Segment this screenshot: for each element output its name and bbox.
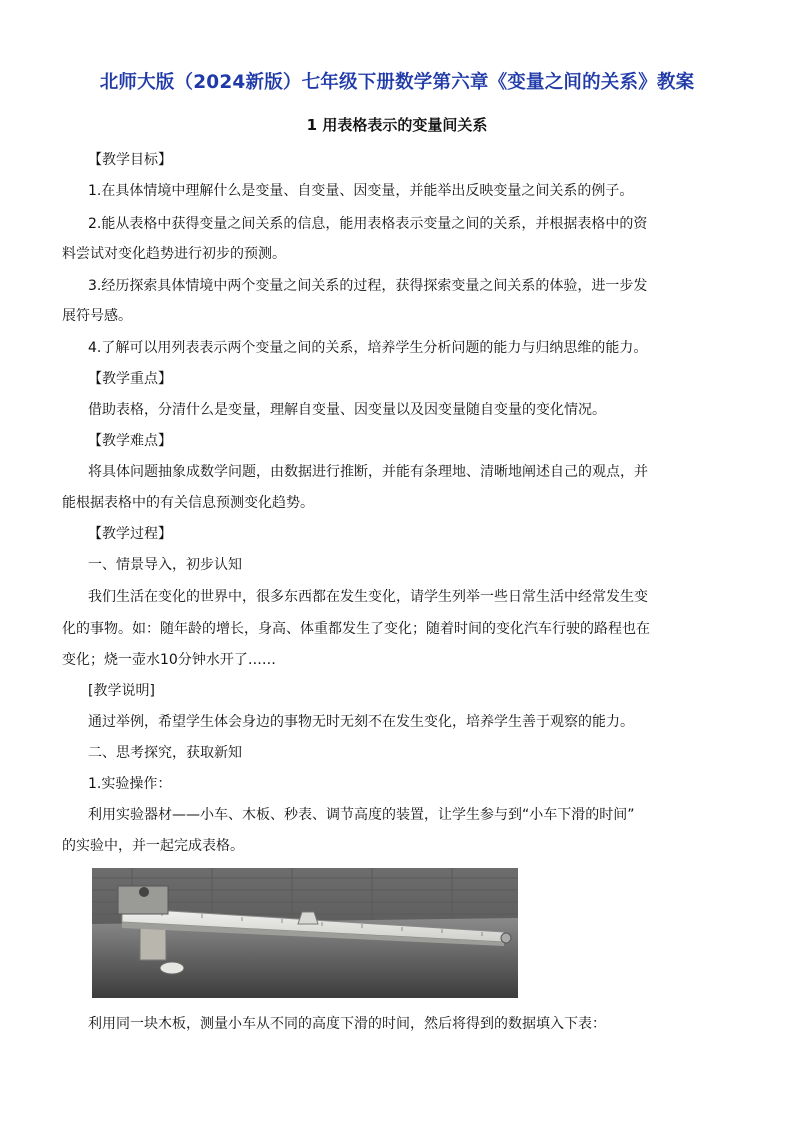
experiment-heading: 1.实验操作： — [88, 776, 172, 792]
section-1-heading: 一、情景导入，初步认知 — [88, 557, 242, 573]
document-title: 北师大版（2024新版）七年级下册数学第六章《变量之间的关系》教案 — [99, 72, 695, 93]
intro-line-1: 我们生活在变化的世界中，很多东西都在发生变化，请学生列举一些日常生活中经常发生变 — [88, 589, 648, 605]
objective-3-line-1: 3.经历探索具体情境中两个变量之间关系的过程，获得探索变量之间关系的体验，进一步发 — [88, 278, 648, 294]
intro-line-3: 变化；烧一壶水10分钟水开了…… — [62, 652, 276, 668]
objective-2-line-1: 2.能从表格中获得变量之间关系的信息，能用表格表示变量之间的关系，并根据表格中的资 — [88, 216, 648, 232]
difficulties-line-1: 将具体问题抽象成数学问题，由数据进行推断，并能有条理地、清晰地阐述自己的观点，并 — [88, 464, 648, 480]
experiment-line-2: 的实验中，并一起完成表格。 — [62, 838, 244, 854]
section-2-heading: 二、思考探究，获取新知 — [88, 745, 242, 761]
key-points-text: 借助表格，分清什么是变量，理解自变量、因变量以及因变量随自变量的变化情况。 — [88, 402, 606, 418]
objective-2-line-2: 料尝试对变化趋势进行初步的预测。 — [62, 246, 286, 262]
intro-line-2: 化的事物。如：随年龄的增长，身高、体重都发生了变化；随着时间的变化汽车行驶的路程也在 — [62, 621, 650, 637]
process-heading: 【教学过程】 — [88, 526, 172, 542]
difficulties-line-2: 能根据表格中的有关信息预测变化趋势。 — [62, 495, 314, 511]
ramp-photo-illustration — [92, 868, 518, 998]
after-photo-text: 利用同一块木板，测量小车从不同的高度下滑的时间，然后将得到的数据填入下表： — [88, 1016, 606, 1032]
experiment-photo — [92, 868, 518, 998]
objectives-heading: 【教学目标】 — [88, 152, 172, 168]
lesson-subtitle: 1 用表格表示的变量间关系 — [306, 116, 488, 134]
note-text: 通过举例，希望学生体会身边的事物无时无刻不在发生变化，培养学生善于观察的能力。 — [88, 714, 634, 730]
key-points-heading: 【教学重点】 — [88, 371, 172, 387]
note-heading: [教学说明] — [88, 683, 155, 699]
difficulties-heading: 【教学难点】 — [88, 433, 172, 449]
objective-1: 1.在具体情境中理解什么是变量、自变量、因变量，并能举出反映变量之间关系的例子。 — [88, 183, 634, 199]
objective-3-line-2: 展符号感。 — [62, 308, 132, 324]
objective-4: 4.了解可以用列表表示两个变量之间的关系，培养学生分析问题的能力与归纳思维的能力。 — [88, 340, 648, 356]
experiment-line-1: 利用实验器材——小车、木板、秒表、调节高度的装置，让学生参与到“小车下滑的时间” — [88, 807, 635, 823]
